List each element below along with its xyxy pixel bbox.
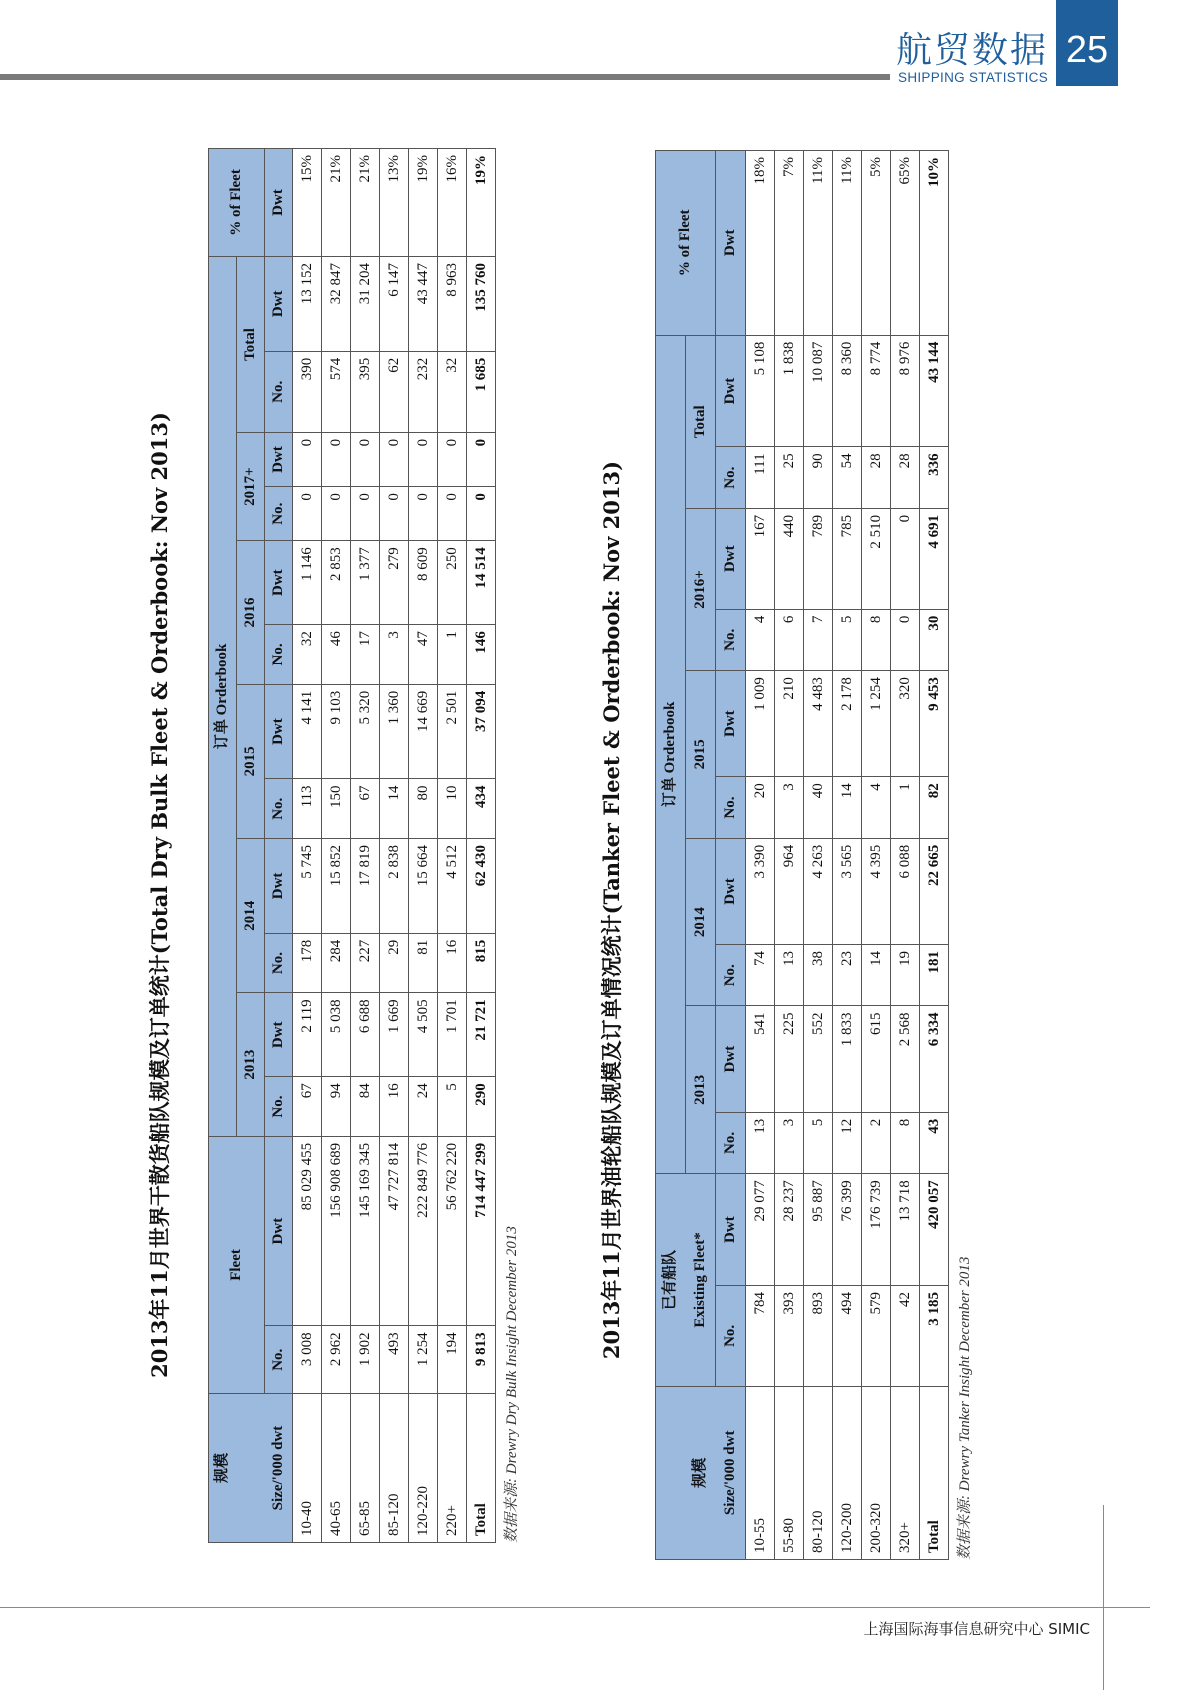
cell-fleet-no: 3 185 (920, 1286, 949, 1387)
dwt-header: Dwt (716, 1006, 746, 1112)
cell-y13-no: 43 (920, 1112, 949, 1174)
cell-y16-dwt: 2 853 (322, 541, 351, 625)
cell-y17-dwt: 0 (467, 432, 496, 486)
cell-y16-dwt: 1 146 (293, 541, 322, 625)
cell-y13-dwt: 615 (862, 1006, 891, 1112)
cell-fleet-no: 3 008 (293, 1326, 322, 1394)
cell-fleet-dwt: 29 077 (746, 1174, 775, 1286)
orderbook-header: 订单 Orderbook (656, 335, 686, 1174)
cell-tot-no: 1 685 (467, 351, 496, 432)
table-row (891, 151, 920, 1560)
cell-y15-dwt: 4 141 (293, 684, 322, 779)
orderbook-header: 订单 Orderbook (209, 256, 237, 1136)
cell-tot-dwt: 5 108 (746, 335, 775, 447)
cell-y14-no: 74 (746, 945, 775, 1007)
cell-y14-no: 29 (380, 933, 409, 993)
cell-tot-dwt: 8 976 (891, 335, 920, 447)
cell-y13-dwt: 4 505 (409, 993, 438, 1077)
cell-y15-dwt: 2 501 (438, 684, 467, 779)
cell-y15-dwt: 1 009 (746, 671, 775, 777)
cell-pct: 15% (293, 149, 322, 257)
table-row (804, 151, 833, 1560)
dwt-header: Dwt (716, 671, 746, 777)
cell-y17-no: 0 (380, 487, 409, 541)
cell-fleet-dwt: 176 739 (862, 1174, 891, 1286)
no-header: No. (265, 779, 293, 839)
cell-y17-no: 0 (438, 487, 467, 541)
cell-y14-dwt: 5 745 (293, 839, 322, 934)
year-2014-header: 2014 (686, 838, 716, 1006)
cell-y14-dwt: 3 390 (746, 838, 775, 944)
cell-size: 85-120 (380, 1394, 409, 1543)
cell-y15-no: 14 (833, 777, 862, 839)
cell-y16-dwt: 250 (438, 541, 467, 625)
cell-tot-no: 54 (833, 447, 862, 509)
no-header: No. (265, 625, 293, 685)
cell-fleet-no: 393 (775, 1286, 804, 1387)
cell-tot-dwt: 31 204 (351, 256, 380, 351)
cell-fleet-dwt: 420 057 (920, 1174, 949, 1286)
cell-y17-no: 0 (409, 487, 438, 541)
cell-y16-dwt: 4 691 (920, 508, 949, 609)
pct-fleet-header: % of Fleet (656, 151, 716, 336)
cell-y15-no: 4 (862, 777, 891, 839)
cell-y15-dwt: 5 320 (351, 684, 380, 779)
table2-caption: 2013年11月世界油轮船队规模及订单情况统计(Tanker Fleet & Orderbook: Nov 2013) (599, 460, 624, 1360)
year-2017plus-header: 2017+ (237, 432, 265, 540)
cell-y15-dwt: 320 (891, 671, 920, 777)
total-row (467, 149, 496, 1543)
total-row (920, 151, 949, 1560)
cell-y15-dwt: 14 669 (409, 684, 438, 779)
footer-publisher: 上海国际海事信息研究中心 SIMIC (863, 1620, 1090, 1638)
dwt-header: Dwt (265, 149, 293, 257)
cell-y17-dwt: 0 (380, 432, 409, 486)
cell-y13-no: 13 (746, 1112, 775, 1174)
cell-y13-no: 24 (409, 1077, 438, 1137)
cell-fleet-no: 893 (804, 1286, 833, 1387)
cell-y14-dwt: 4 512 (438, 839, 467, 934)
cell-fleet-dwt: 222 849 776 (409, 1136, 438, 1326)
cell-y15-no: 10 (438, 779, 467, 839)
table-row (746, 151, 775, 1560)
cell-y17-dwt: 0 (293, 432, 322, 486)
dwt-header: Dwt (716, 1174, 746, 1286)
cell-y13-no: 5 (438, 1077, 467, 1137)
table-row (409, 149, 438, 1543)
year-2016plus-header: 2016+ (686, 508, 716, 670)
cell-y16-no: 0 (891, 609, 920, 671)
cell-y14-dwt: 15 664 (409, 839, 438, 934)
cell-y14-dwt: 6 088 (891, 838, 920, 944)
cell-y15-no: 80 (409, 779, 438, 839)
cell-tot-dwt: 43 447 (409, 256, 438, 351)
cell-y13-no: 8 (891, 1112, 920, 1174)
cell-fleet-no: 194 (438, 1326, 467, 1394)
no-header: No. (265, 1326, 293, 1394)
total-header: Total (686, 335, 716, 508)
cell-y16-dwt: 440 (775, 508, 804, 609)
cell-y15-dwt: 4 483 (804, 671, 833, 777)
size-header-en: Size/'000 dwt (716, 1386, 746, 1559)
cell-size: 40-65 (322, 1394, 351, 1543)
cell-size: 65-85 (351, 1394, 380, 1543)
tanker-table (655, 150, 949, 1560)
size-header-blank (656, 1386, 686, 1559)
cell-tot-no: 32 (438, 351, 467, 432)
no-header: No. (716, 945, 746, 1007)
cell-y16-no: 30 (920, 609, 949, 671)
cell-pct: 21% (351, 149, 380, 257)
no-header: No. (716, 1286, 746, 1387)
cell-tot-dwt: 6 147 (380, 256, 409, 351)
cell-y17-dwt: 0 (322, 432, 351, 486)
cell-pct: 19% (467, 149, 496, 257)
cell-fleet-no: 493 (380, 1326, 409, 1394)
year-2015-header: 2015 (237, 684, 265, 838)
dwt-header: Dwt (716, 335, 746, 447)
cell-y16-no: 146 (467, 625, 496, 685)
cell-tot-no: 28 (862, 447, 891, 509)
cell-y13-dwt: 6 334 (920, 1006, 949, 1112)
dwt-header: Dwt (265, 432, 293, 486)
dry-bulk-table-block (208, 148, 521, 1543)
cell-y13-no: 94 (322, 1077, 351, 1137)
no-header: No. (265, 933, 293, 993)
cell-y15-dwt: 37 094 (467, 684, 496, 779)
dwt-header: Dwt (716, 838, 746, 944)
cell-pct: 11% (804, 151, 833, 336)
cell-tot-no: 28 (891, 447, 920, 509)
cell-y15-no: 40 (804, 777, 833, 839)
cell-size: 120-200 (833, 1386, 862, 1559)
cell-y13-dwt: 225 (775, 1006, 804, 1112)
cell-y16-dwt: 785 (833, 508, 862, 609)
cell-y16-no: 1 (438, 625, 467, 685)
dwt-header: Dwt (265, 541, 293, 625)
fleet-header: Fleet (209, 1136, 265, 1393)
cell-y15-no: 434 (467, 779, 496, 839)
cell-y14-dwt: 22 665 (920, 838, 949, 944)
cell-y13-no: 5 (804, 1112, 833, 1174)
cell-tot-no: 336 (920, 447, 949, 509)
cell-y14-no: 14 (862, 945, 891, 1007)
table-row (380, 149, 409, 1543)
cell-pct: 7% (775, 151, 804, 336)
cell-tot-dwt: 13 152 (293, 256, 322, 351)
cell-y13-dwt: 541 (746, 1006, 775, 1112)
cell-y14-no: 13 (775, 945, 804, 1007)
cell-fleet-no: 784 (746, 1286, 775, 1387)
table-row (775, 151, 804, 1560)
year-2013-header: 2013 (237, 993, 265, 1137)
cell-y13-dwt: 552 (804, 1006, 833, 1112)
cell-y13-no: 84 (351, 1077, 380, 1137)
cell-y14-dwt: 17 819 (351, 839, 380, 934)
no-header: No. (716, 777, 746, 839)
cell-y13-dwt: 6 688 (351, 993, 380, 1077)
cell-size: 55-80 (775, 1386, 804, 1559)
cell-y16-dwt: 0 (891, 508, 920, 609)
cell-pct: 11% (833, 151, 862, 336)
cell-y17-dwt: 0 (351, 432, 380, 486)
cell-pct: 21% (322, 149, 351, 257)
cell-size: 80-120 (804, 1386, 833, 1559)
dwt-header: Dwt (265, 839, 293, 934)
cell-fleet-no: 1 902 (351, 1326, 380, 1394)
cell-y16-dwt: 8 609 (409, 541, 438, 625)
cell-fleet-no: 579 (862, 1286, 891, 1387)
cell-y15-no: 3 (775, 777, 804, 839)
cell-tot-no: 62 (380, 351, 409, 432)
cell-y16-dwt: 789 (804, 508, 833, 609)
table-row (862, 151, 891, 1560)
header-rule (0, 74, 890, 80)
cell-tot-dwt: 32 847 (322, 256, 351, 351)
cell-size: 200-320 (862, 1386, 891, 1559)
cell-y14-no: 227 (351, 933, 380, 993)
cell-size: 10-55 (746, 1386, 775, 1559)
tanker-table-block (655, 150, 974, 1560)
cell-y14-no: 815 (467, 933, 496, 993)
cell-pct: 16% (438, 149, 467, 257)
cell-y17-dwt: 0 (409, 432, 438, 486)
cell-y13-dwt: 21 721 (467, 993, 496, 1077)
cell-tot-no: 232 (409, 351, 438, 432)
cell-y17-dwt: 0 (438, 432, 467, 486)
cell-y13-no: 290 (467, 1077, 496, 1137)
cell-size: Total (467, 1394, 496, 1543)
cell-y15-no: 1 (891, 777, 920, 839)
cell-fleet-no: 1 254 (409, 1326, 438, 1394)
cell-fleet-dwt: 145 169 345 (351, 1136, 380, 1326)
cell-y13-no: 2 (862, 1112, 891, 1174)
table1-source: 数据来源: Drewry Dry Bulk Insight December 2013 (504, 1226, 520, 1543)
cell-y15-dwt: 1 254 (862, 671, 891, 777)
cell-y16-no: 46 (322, 625, 351, 685)
cell-fleet-no: 9 813 (467, 1326, 496, 1394)
cell-y15-no: 150 (322, 779, 351, 839)
dwt-header: Dwt (265, 993, 293, 1077)
cell-tot-dwt: 8 360 (833, 335, 862, 447)
existing-fleet-header-en: Existing Fleet* (686, 1174, 716, 1386)
cell-size: 120-220 (409, 1394, 438, 1543)
cell-size: 320+ (891, 1386, 920, 1559)
pct-fleet-header: % of Fleet (209, 149, 265, 257)
size-header-en: Size/'000 dwt (265, 1394, 293, 1543)
year-2014-header: 2014 (237, 839, 265, 993)
cell-y14-no: 81 (409, 933, 438, 993)
cell-pct: 13% (380, 149, 409, 257)
cell-size: 10-40 (293, 1394, 322, 1543)
cell-y16-no: 47 (409, 625, 438, 685)
cell-y13-no: 3 (775, 1112, 804, 1174)
cell-y13-dwt: 1 701 (438, 993, 467, 1077)
table-row (833, 151, 862, 1560)
cell-tot-dwt: 8 963 (438, 256, 467, 351)
cell-y17-no: 0 (351, 487, 380, 541)
cell-tot-dwt: 10 087 (804, 335, 833, 447)
cell-y16-no: 3 (380, 625, 409, 685)
cell-y14-no: 23 (833, 945, 862, 1007)
cell-y15-no: 14 (380, 779, 409, 839)
cell-y17-no: 0 (322, 487, 351, 541)
no-header: No. (716, 609, 746, 671)
cell-y17-no: 0 (467, 487, 496, 541)
cell-y15-dwt: 2 178 (833, 671, 862, 777)
no-header: No. (716, 1112, 746, 1174)
cell-fleet-dwt: 85 029 455 (293, 1136, 322, 1326)
cell-y16-no: 7 (804, 609, 833, 671)
cell-tot-no: 574 (322, 351, 351, 432)
cell-tot-dwt: 135 760 (467, 256, 496, 351)
cell-y15-dwt: 9 453 (920, 671, 949, 777)
size-header-cn: 规模 (209, 1394, 237, 1543)
cell-size: Total (920, 1386, 949, 1559)
no-header: No. (265, 1077, 293, 1137)
cell-tot-no: 111 (746, 447, 775, 509)
dry-bulk-table (208, 148, 496, 1543)
cell-y16-dwt: 2 510 (862, 508, 891, 609)
cell-y14-no: 284 (322, 933, 351, 993)
existing-fleet-header-cn: 已有船队 (656, 1174, 686, 1386)
cell-y16-no: 6 (775, 609, 804, 671)
cell-y16-dwt: 1 377 (351, 541, 380, 625)
cell-y17-no: 0 (293, 487, 322, 541)
cell-fleet-no: 494 (833, 1286, 862, 1387)
cell-y13-no: 67 (293, 1077, 322, 1137)
cell-y14-dwt: 15 852 (322, 839, 351, 934)
cell-y13-dwt: 1 833 (833, 1006, 862, 1112)
cell-fleet-dwt: 47 727 814 (380, 1136, 409, 1326)
cell-y16-no: 5 (833, 609, 862, 671)
cell-y14-dwt: 3 565 (833, 838, 862, 944)
table2-source: 数据来源: Drewry Tanker Insight December 2013 (957, 1256, 973, 1560)
cell-y14-dwt: 62 430 (467, 839, 496, 934)
year-2016-header: 2016 (237, 541, 265, 685)
footer-rule (0, 1607, 1150, 1608)
cell-y15-dwt: 210 (775, 671, 804, 777)
dwt-header: Dwt (265, 684, 293, 779)
dwt-header: Dwt (716, 151, 746, 336)
cell-pct: 5% (862, 151, 891, 336)
cell-y15-no: 20 (746, 777, 775, 839)
cell-y16-no: 32 (293, 625, 322, 685)
cell-fleet-dwt: 13 718 (891, 1174, 920, 1286)
cell-tot-dwt: 8 774 (862, 335, 891, 447)
cell-y15-no: 113 (293, 779, 322, 839)
cell-y14-dwt: 4 395 (862, 838, 891, 944)
year-2013-header: 2013 (686, 1006, 716, 1174)
cell-y13-dwt: 5 038 (322, 993, 351, 1077)
cell-y15-dwt: 1 360 (380, 684, 409, 779)
cell-y15-dwt: 9 103 (322, 684, 351, 779)
page-number: 25 (1056, 0, 1118, 86)
size-header-blank (237, 1394, 265, 1543)
cell-y15-no: 67 (351, 779, 380, 839)
cell-tot-no: 25 (775, 447, 804, 509)
cell-fleet-dwt: 76 399 (833, 1174, 862, 1286)
cell-pct: 18% (746, 151, 775, 336)
cell-fleet-dwt: 156 908 689 (322, 1136, 351, 1326)
section-subtitle: SHIPPING STATISTICS (898, 70, 1048, 85)
size-header-cn: 规模 (686, 1386, 716, 1559)
cell-fleet-dwt: 95 887 (804, 1174, 833, 1286)
cell-fleet-no: 42 (891, 1286, 920, 1387)
section-title: 航贸数据 (895, 30, 1048, 71)
cell-pct: 19% (409, 149, 438, 257)
cell-y15-no: 82 (920, 777, 949, 839)
no-header: No. (265, 487, 293, 541)
table-row (438, 149, 467, 1543)
cell-y14-no: 181 (920, 945, 949, 1007)
cell-y14-no: 38 (804, 945, 833, 1007)
cell-y14-no: 178 (293, 933, 322, 993)
cell-y13-no: 16 (380, 1077, 409, 1137)
cell-fleet-dwt: 28 237 (775, 1174, 804, 1286)
cell-y16-dwt: 14 514 (467, 541, 496, 625)
table-row (293, 149, 322, 1543)
cell-y13-no: 12 (833, 1112, 862, 1174)
cell-size: 220+ (438, 1394, 467, 1543)
no-header: No. (716, 447, 746, 509)
table-row (351, 149, 380, 1543)
cell-y13-dwt: 2 119 (293, 993, 322, 1077)
cell-y14-dwt: 964 (775, 838, 804, 944)
cell-pct: 65% (891, 151, 920, 336)
cell-y16-dwt: 167 (746, 508, 775, 609)
cell-tot-no: 390 (293, 351, 322, 432)
cell-y14-dwt: 2 838 (380, 839, 409, 934)
no-header: No. (265, 351, 293, 432)
dwt-header: Dwt (265, 256, 293, 351)
cell-fleet-no: 2 962 (322, 1326, 351, 1394)
cell-y14-no: 16 (438, 933, 467, 993)
cell-y13-dwt: 2 568 (891, 1006, 920, 1112)
dwt-header: Dwt (265, 1136, 293, 1326)
table-row (322, 149, 351, 1543)
cell-y16-no: 17 (351, 625, 380, 685)
cell-fleet-dwt: 714 447 299 (467, 1136, 496, 1326)
table1-caption: 2013年11月世界干散货船队规模及订单统计(Total Dry Bulk Fleet & Orderbook: Nov 2013) (147, 412, 172, 1378)
dwt-header: Dwt (716, 508, 746, 609)
cell-y16-dwt: 279 (380, 541, 409, 625)
cell-y13-dwt: 1 669 (380, 993, 409, 1077)
cell-y14-dwt: 4 263 (804, 838, 833, 944)
year-2015-header: 2015 (686, 671, 716, 839)
cell-fleet-dwt: 56 762 220 (438, 1136, 467, 1326)
footer-divider (1103, 1505, 1104, 1690)
cell-pct: 10% (920, 151, 949, 336)
cell-tot-dwt: 43 144 (920, 335, 949, 447)
cell-y16-no: 4 (746, 609, 775, 671)
cell-y14-no: 19 (891, 945, 920, 1007)
cell-tot-no: 90 (804, 447, 833, 509)
cell-tot-no: 395 (351, 351, 380, 432)
cell-tot-dwt: 1 838 (775, 335, 804, 447)
cell-y16-no: 8 (862, 609, 891, 671)
total-header: Total (237, 256, 265, 432)
